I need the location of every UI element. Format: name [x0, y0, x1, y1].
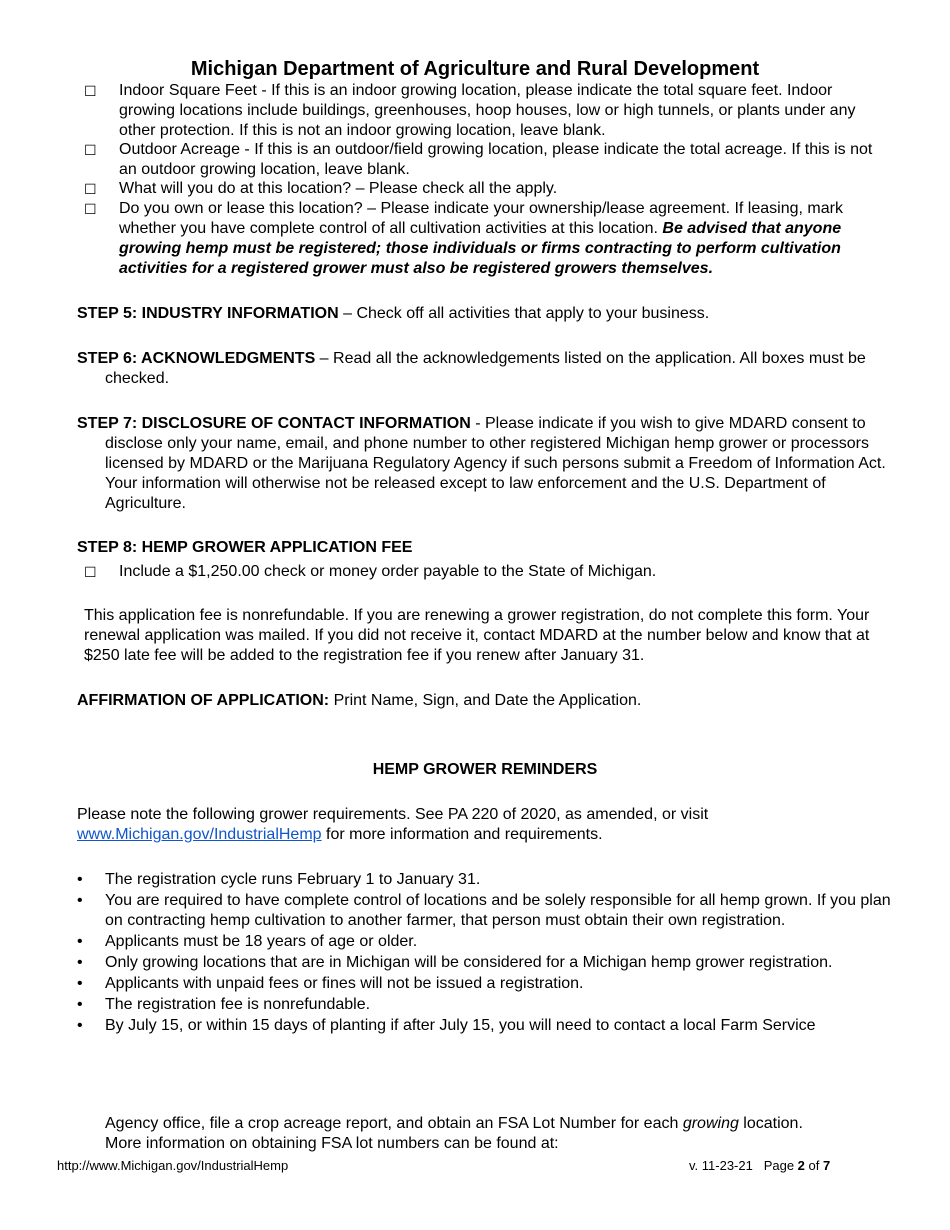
- fee-note: This application fee is nonrefundable. If you are renewing a grower registration, do not complete this form. Your renewal application was mailed. If you did not receive it, contact MDARD at the number below and know that at $250 late fee will be added to the registration fee if you renew after January 31.: [84, 607, 870, 664]
- continuation-emphasis: growing: [682, 1115, 739, 1132]
- bullet-icon: •: [77, 1017, 83, 1034]
- list-item: [77, 870, 897, 890]
- list-item: [77, 953, 897, 973]
- continuation-line-1: [105, 1114, 895, 1134]
- checkbox-icon: ☐: [84, 83, 97, 99]
- bullet-icon: •: [77, 892, 83, 909]
- list-item: [77, 1016, 897, 1036]
- list-item-text: You are required to have complete control of locations and be solely responsible for all hemp grown. If you plan on contracting hemp cultivation to another farmer, that person must obtain their own registration.: [105, 892, 891, 929]
- footer-url: http://www.Michigan.gov/IndustrialHemp: [57, 1158, 289, 1173]
- bullet-icon: •: [77, 871, 83, 888]
- checklist-item-text: Outdoor Acreage - If this is an outdoor/field growing location, please indicate the total acreage. If this is not an outdoor growing location, leave blank.: [119, 141, 873, 178]
- checkbox-icon: ☐: [84, 564, 97, 580]
- step-text: – Check off all activities that apply to your business.: [338, 305, 710, 322]
- page-total: 7: [822, 1158, 831, 1173]
- list-item-text: The registration fee is nonrefundable.: [105, 996, 371, 1013]
- reminders-list: [77, 870, 897, 1037]
- continuation-text: Agency office, file a crop acreage report, and obtain an FSA Lot Number for each: [105, 1115, 683, 1132]
- version-label: v. 11-23-21: [689, 1158, 753, 1173]
- checkbox-icon: ☐: [84, 181, 97, 197]
- checklist-item-text: [119, 199, 884, 279]
- continuation-line-2: More information on obtaining FSA lot numbers can be found at:: [105, 1135, 559, 1152]
- checklist-item-fee: [84, 562, 884, 582]
- page-title: Michigan Department of Agriculture and Rural Development: [190, 58, 760, 80]
- continuation-text-end: location.: [738, 1115, 803, 1132]
- reminder-continuation: [105, 1114, 895, 1154]
- bullet-icon: •: [77, 975, 83, 992]
- reminders-heading: HEMP GROWER REMINDERS: [372, 761, 598, 778]
- step-heading: STEP 6: ACKNOWLEDGMENTS: [77, 350, 316, 367]
- step-8: [77, 538, 892, 558]
- list-item-text: By July 15, or within 15 days of planting if after July 15, you will need to contact a local Farm Service: [105, 1017, 816, 1034]
- checklist-item-indoor: [84, 81, 884, 141]
- list-item-text: Applicants with unpaid fees or fines will not be issued a registration.: [105, 975, 584, 992]
- step-heading: STEP 8: HEMP GROWER APPLICATION FEE: [77, 539, 413, 556]
- list-item: [77, 891, 897, 931]
- affirmation: [77, 691, 892, 711]
- list-item: [77, 974, 897, 994]
- step-text: - Please indicate if you wish to give MDARD consent to disclose only your name, email, and phone number to other registered Michigan hemp grower or processors licensed by MDARD or the Marijuana Regulatory Agency if such persons submit a Freedom of Information Act. Your information will otherwise not be released except to law enforcement and the U.S. Department of Agriculture.: [105, 415, 886, 512]
- reminders-intro-text: Please note the following grower requirements. See PA 220 of 2020, as amended, or visit: [77, 806, 709, 823]
- page-current: 2: [797, 1158, 805, 1173]
- step-6: [77, 349, 892, 389]
- checklist-item-ownership: [84, 199, 884, 279]
- ownership-text: Do you own or lease this location? – Please indicate your ownership/lease agreement. If leasing, mark whether you have complete control of all cultivation activities at this location.: [119, 200, 843, 237]
- step-text: – Read all the acknowledgements listed on the application. All boxes must be checked.: [105, 350, 866, 387]
- page-prefix: Page: [763, 1158, 798, 1173]
- industrial-hemp-link[interactable]: www.Michigan.gov/IndustrialHemp: [77, 826, 322, 843]
- ownership-warning: Be advised that anyone growing hemp must be registered; those individuals or firms contracting to perform cultivation activities for a registered grower must also be registered growers themselves.: [119, 220, 842, 277]
- list-item-text: Only growing locations that are in Michigan will be considered for a Michigan hemp grower registration.: [105, 954, 833, 971]
- checklist-item-text: What will you do at this location? – Please check all the apply.: [119, 180, 558, 197]
- reminders-intro: [77, 805, 892, 845]
- checklist-item-activities: [84, 179, 884, 199]
- bullet-icon: •: [77, 996, 83, 1013]
- reminders-intro-after: for more information and requirements.: [321, 826, 603, 843]
- checklist-item-outdoor: [84, 140, 884, 180]
- bullet-icon: •: [77, 933, 83, 950]
- step-5: [77, 304, 892, 324]
- checklist-item-text: Include a $1,250.00 check or money order payable to the State of Michigan.: [119, 563, 657, 580]
- affirmation-text: Print Name, Sign, and Date the Application.: [329, 692, 642, 709]
- affirmation-heading: AFFIRMATION OF APPLICATION:: [77, 692, 330, 709]
- checkbox-icon: ☐: [84, 142, 97, 158]
- checkbox-icon: ☐: [84, 201, 97, 217]
- step-heading: STEP 7: DISCLOSURE OF CONTACT INFORMATION: [77, 415, 471, 432]
- page-of: of: [804, 1158, 823, 1173]
- list-item-text: The registration cycle runs February 1 to January 31.: [105, 871, 481, 888]
- list-item: [77, 995, 897, 1015]
- footer-page-info: [689, 1158, 830, 1174]
- step-7: [77, 414, 892, 514]
- step-heading: STEP 5: INDUSTRY INFORMATION: [77, 305, 339, 322]
- checklist-item-text: Indoor Square Feet - If this is an indoor growing location, please indicate the total square feet. Indoor growing locations include buildings, greenhouses, hoop houses, low or high tunnels, or plants under any other protection. If this is not an indoor growing location, leave blank.: [119, 82, 856, 139]
- list-item-text: Applicants must be 18 years of age or older.: [105, 933, 418, 950]
- list-item: [77, 932, 897, 952]
- bullet-icon: •: [77, 954, 83, 971]
